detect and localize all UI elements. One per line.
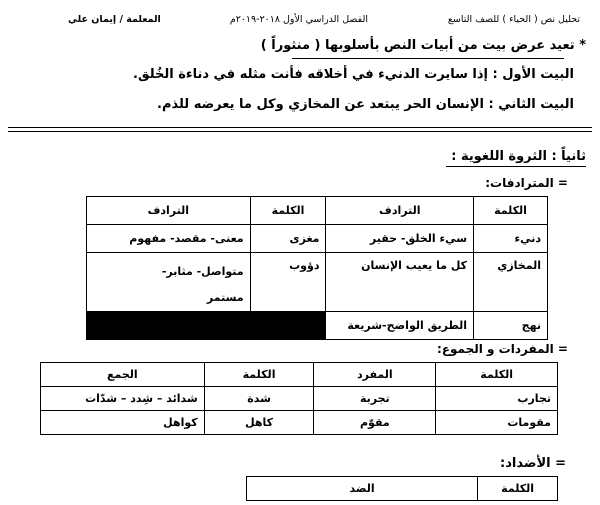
header-teacher: المعلمة / إيمان علي [68, 14, 161, 25]
section-divider [8, 127, 592, 132]
plurals-table [40, 362, 558, 435]
table-cell [87, 253, 251, 312]
table-cell: مقومات [436, 411, 558, 435]
table-row [87, 225, 548, 253]
table-cell: شدائد – شِدد – شدّات [41, 387, 205, 411]
table-row [87, 253, 548, 312]
table-cell: تجارب [436, 387, 558, 411]
table-cell: دؤوب [250, 253, 326, 312]
table-row [87, 312, 548, 340]
table-header: الكلمة [436, 363, 558, 387]
table-header: الكلمة [478, 477, 558, 501]
table-cell-continuation: مستمر [206, 291, 244, 304]
plurals-label: = المفردات و الجموع: [437, 342, 568, 356]
question-title: * تعيد عرض بيت من أبيات النص بأسلوبها ( منثوراً ) [260, 38, 586, 53]
antonyms-label: = الأضداد: [500, 456, 566, 471]
synonyms-label: = المترادفات: [485, 176, 568, 190]
section2-title: ثانياً : الثروة اللغوية : [451, 149, 586, 164]
table-row [41, 387, 558, 411]
table-cell: كل ما يعيب الإنسان [326, 253, 474, 312]
header-term: الفصل الدراسي الأول ٢٠١٨-٢٠١٩م [229, 14, 368, 25]
table-cell: نهج [474, 312, 548, 340]
table-cell: كواهل [41, 411, 205, 435]
table-header: الترادف [326, 197, 474, 225]
table-header: الكلمة [204, 363, 314, 387]
question-title-underline [292, 58, 564, 59]
synonyms-table [86, 196, 548, 340]
blacked-out-cell [250, 312, 326, 340]
table-cell: الطريق الواضح-شريعة [326, 312, 474, 340]
question-line-1: البيت الأول : إذا سايرت الدنيء في أخلاقه فأنت مثله في دناءة الخُلق. [133, 67, 574, 82]
table-row [247, 477, 558, 501]
table-header: الكلمة [250, 197, 326, 225]
table-header: المفرد [314, 363, 436, 387]
table-row [41, 411, 558, 435]
table-row [87, 197, 548, 225]
table-row [41, 363, 558, 387]
table-cell: كاهل [204, 411, 314, 435]
table-cell: مغزى [250, 225, 326, 253]
table-header: الجمع [41, 363, 205, 387]
table-cell: معنى- مقصد- مفهوم [87, 225, 251, 253]
table-cell: مقوّم [314, 411, 436, 435]
table-header: الكلمة [474, 197, 548, 225]
header-subject: تحليل نص ( الحياء ) للصف التاسع [447, 14, 580, 25]
table-cell: سيء الخلق- حقير [326, 225, 474, 253]
table-header: الضد [247, 477, 478, 501]
table-cell: تجربة [314, 387, 436, 411]
table-cell: دنيء [474, 225, 548, 253]
table-cell-line: متواصل- مثابر- [161, 265, 244, 278]
section2-underline [446, 166, 586, 167]
antonyms-table [246, 476, 558, 501]
question-line-2: البيت الثاني : الإنسان الحر يبتعد عن المخازي وكل ما يعرضه للذم. [157, 97, 574, 112]
table-cell: المخازي [474, 253, 548, 312]
table-cell: شدة [204, 387, 314, 411]
blacked-out-cell [87, 312, 251, 340]
table-header: الترادف [87, 197, 251, 225]
